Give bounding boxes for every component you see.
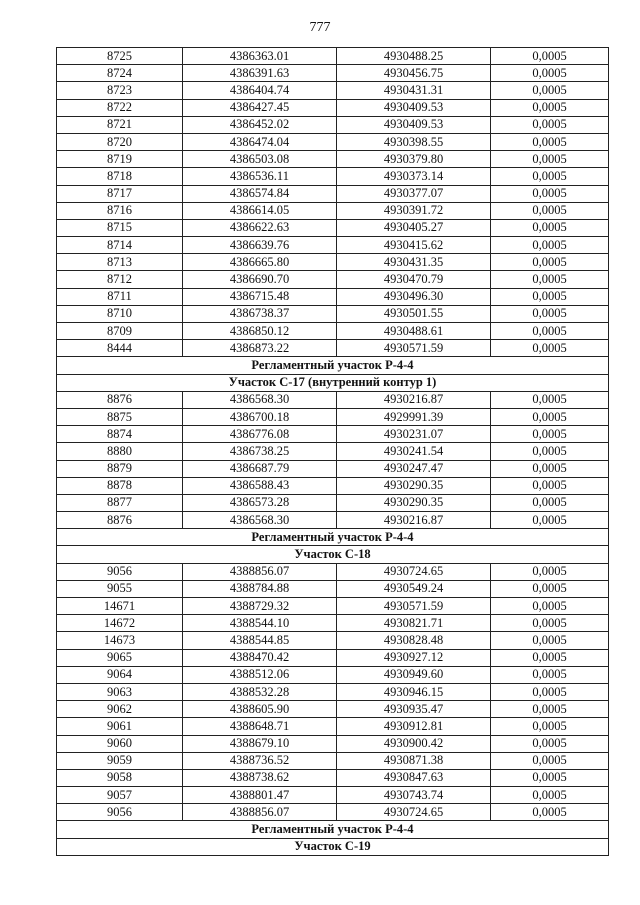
x-coordinate-cell: 4386452.02 (183, 116, 337, 133)
y-coordinate-cell: 4930379.80 (337, 151, 491, 168)
tolerance-cell: 0,0005 (491, 683, 609, 700)
tolerance-cell: 0,0005 (491, 494, 609, 511)
y-coordinate-cell: 4930409.53 (337, 99, 491, 116)
section-title: Участок С-18 (57, 546, 609, 563)
point-number-cell: 9058 (57, 769, 183, 786)
table-row (57, 598, 609, 615)
x-coordinate-cell: 4386363.01 (183, 48, 337, 65)
point-number-cell: 9063 (57, 683, 183, 700)
x-coordinate-cell: 4386536.11 (183, 168, 337, 185)
x-coordinate-cell: 4388736.52 (183, 752, 337, 769)
x-coordinate-cell: 4386588.43 (183, 477, 337, 494)
tolerance-cell: 0,0005 (491, 477, 609, 494)
table-row (57, 701, 609, 718)
x-coordinate-cell: 4386622.63 (183, 219, 337, 236)
point-number-cell: 8718 (57, 168, 183, 185)
x-coordinate-cell: 4386700.18 (183, 408, 337, 425)
table-row (57, 271, 609, 288)
y-coordinate-cell: 4930549.24 (337, 580, 491, 597)
y-coordinate-cell: 4930571.59 (337, 340, 491, 357)
y-coordinate-cell: 4930912.81 (337, 718, 491, 735)
point-number-cell: 14671 (57, 598, 183, 615)
tolerance-cell: 0,0005 (491, 340, 609, 357)
y-coordinate-cell: 4930373.14 (337, 168, 491, 185)
y-coordinate-cell: 4930241.54 (337, 443, 491, 460)
table-row (57, 391, 609, 408)
coordinates-table (56, 47, 609, 856)
section-header-row (57, 546, 609, 563)
coordinates-table-body (57, 48, 609, 856)
y-coordinate-cell: 4930431.35 (337, 254, 491, 271)
point-number-cell: 9061 (57, 718, 183, 735)
table-row (57, 219, 609, 236)
table-row (57, 408, 609, 425)
table-row (57, 580, 609, 597)
y-coordinate-cell: 4930927.12 (337, 649, 491, 666)
table-row (57, 718, 609, 735)
y-coordinate-cell: 4930377.07 (337, 185, 491, 202)
tolerance-cell: 0,0005 (491, 580, 609, 597)
tolerance-cell: 0,0005 (491, 563, 609, 580)
y-coordinate-cell: 4930290.35 (337, 477, 491, 494)
tolerance-cell: 0,0005 (491, 787, 609, 804)
point-number-cell: 8723 (57, 82, 183, 99)
tolerance-cell: 0,0005 (491, 323, 609, 340)
point-number-cell: 8878 (57, 477, 183, 494)
table-row (57, 168, 609, 185)
table-row (57, 563, 609, 580)
tolerance-cell: 0,0005 (491, 237, 609, 254)
y-coordinate-cell: 4930501.55 (337, 305, 491, 322)
point-number-cell: 8876 (57, 391, 183, 408)
point-number-cell: 8724 (57, 65, 183, 82)
table-row (57, 615, 609, 632)
x-coordinate-cell: 4388856.07 (183, 804, 337, 821)
page-number: 777 (309, 20, 331, 35)
x-coordinate-cell: 4388738.62 (183, 769, 337, 786)
point-number-cell: 8709 (57, 323, 183, 340)
tolerance-cell: 0,0005 (491, 254, 609, 271)
table-row (57, 151, 609, 168)
point-number-cell: 8714 (57, 237, 183, 254)
point-number-cell: 8715 (57, 219, 183, 236)
tolerance-cell: 0,0005 (491, 598, 609, 615)
table-row (57, 116, 609, 133)
point-number-cell: 8877 (57, 494, 183, 511)
table-row (57, 48, 609, 65)
section-header-row (57, 357, 609, 374)
x-coordinate-cell: 4386574.84 (183, 185, 337, 202)
table-row (57, 494, 609, 511)
table-row (57, 185, 609, 202)
table-row (57, 460, 609, 477)
y-coordinate-cell: 4930247.47 (337, 460, 491, 477)
x-coordinate-cell: 4386690.70 (183, 271, 337, 288)
point-number-cell: 8710 (57, 305, 183, 322)
point-number-cell: 8725 (57, 48, 183, 65)
table-row (57, 288, 609, 305)
table-row (57, 632, 609, 649)
table-row (57, 443, 609, 460)
tolerance-cell: 0,0005 (491, 219, 609, 236)
tolerance-cell: 0,0005 (491, 718, 609, 735)
point-number-cell: 8720 (57, 133, 183, 150)
x-coordinate-cell: 4386776.08 (183, 426, 337, 443)
x-coordinate-cell: 4386873.22 (183, 340, 337, 357)
tolerance-cell: 0,0005 (491, 185, 609, 202)
x-coordinate-cell: 4386568.30 (183, 391, 337, 408)
tolerance-cell: 0,0005 (491, 649, 609, 666)
section-header-row (57, 821, 609, 838)
point-number-cell: 8722 (57, 99, 183, 116)
y-coordinate-cell: 4929991.39 (337, 408, 491, 425)
section-title: Участок С-19 (57, 838, 609, 855)
x-coordinate-cell: 4386665.80 (183, 254, 337, 271)
table-row (57, 254, 609, 271)
section-header-row (57, 529, 609, 546)
tolerance-cell: 0,0005 (491, 65, 609, 82)
x-coordinate-cell: 4388512.06 (183, 666, 337, 683)
y-coordinate-cell: 4930290.35 (337, 494, 491, 511)
point-number-cell: 14673 (57, 632, 183, 649)
x-coordinate-cell: 4388729.32 (183, 598, 337, 615)
tolerance-cell: 0,0005 (491, 202, 609, 219)
point-number-cell: 9065 (57, 649, 183, 666)
x-coordinate-cell: 4386639.76 (183, 237, 337, 254)
point-number-cell: 14672 (57, 615, 183, 632)
y-coordinate-cell: 4930456.75 (337, 65, 491, 82)
point-number-cell: 8876 (57, 512, 183, 529)
x-coordinate-cell: 4388544.10 (183, 615, 337, 632)
table-row (57, 65, 609, 82)
tolerance-cell: 0,0005 (491, 82, 609, 99)
x-coordinate-cell: 4388648.71 (183, 718, 337, 735)
x-coordinate-cell: 4386850.12 (183, 323, 337, 340)
table-row (57, 202, 609, 219)
y-coordinate-cell: 4930821.71 (337, 615, 491, 632)
x-coordinate-cell: 4386503.08 (183, 151, 337, 168)
x-coordinate-cell: 4386738.37 (183, 305, 337, 322)
table-row (57, 804, 609, 821)
x-coordinate-cell: 4388532.28 (183, 683, 337, 700)
x-coordinate-cell: 4386573.28 (183, 494, 337, 511)
tolerance-cell: 0,0005 (491, 615, 609, 632)
table-row (57, 649, 609, 666)
table-row (57, 769, 609, 786)
tolerance-cell: 0,0005 (491, 426, 609, 443)
tolerance-cell: 0,0005 (491, 512, 609, 529)
table-row (57, 752, 609, 769)
y-coordinate-cell: 4930391.72 (337, 202, 491, 219)
y-coordinate-cell: 4930470.79 (337, 271, 491, 288)
y-coordinate-cell: 4930828.48 (337, 632, 491, 649)
x-coordinate-cell: 4386715.48 (183, 288, 337, 305)
tolerance-cell: 0,0005 (491, 305, 609, 322)
x-coordinate-cell: 4388544.85 (183, 632, 337, 649)
x-coordinate-cell: 4386687.79 (183, 460, 337, 477)
tolerance-cell: 0,0005 (491, 632, 609, 649)
x-coordinate-cell: 4388605.90 (183, 701, 337, 718)
tolerance-cell: 0,0005 (491, 151, 609, 168)
y-coordinate-cell: 4930571.59 (337, 598, 491, 615)
x-coordinate-cell: 4386404.74 (183, 82, 337, 99)
y-coordinate-cell: 4930488.61 (337, 323, 491, 340)
x-coordinate-cell: 4386391.63 (183, 65, 337, 82)
section-title: Регламентный участок Р-4-4 (57, 357, 609, 374)
tolerance-cell: 0,0005 (491, 288, 609, 305)
x-coordinate-cell: 4386614.05 (183, 202, 337, 219)
table-row (57, 512, 609, 529)
point-number-cell: 8717 (57, 185, 183, 202)
x-coordinate-cell: 4388784.88 (183, 580, 337, 597)
point-number-cell: 8879 (57, 460, 183, 477)
tolerance-cell: 0,0005 (491, 701, 609, 718)
y-coordinate-cell: 4930743.74 (337, 787, 491, 804)
point-number-cell: 8713 (57, 254, 183, 271)
table-row (57, 323, 609, 340)
tolerance-cell: 0,0005 (491, 133, 609, 150)
tolerance-cell: 0,0005 (491, 408, 609, 425)
section-title: Регламентный участок Р-4-4 (57, 529, 609, 546)
table-row (57, 133, 609, 150)
point-number-cell: 8721 (57, 116, 183, 133)
x-coordinate-cell: 4388856.07 (183, 563, 337, 580)
table-row (57, 666, 609, 683)
table-row (57, 340, 609, 357)
x-coordinate-cell: 4386427.45 (183, 99, 337, 116)
table-row (57, 735, 609, 752)
tolerance-cell: 0,0005 (491, 460, 609, 477)
y-coordinate-cell: 4930488.25 (337, 48, 491, 65)
table-row (57, 82, 609, 99)
point-number-cell: 9060 (57, 735, 183, 752)
point-number-cell: 9055 (57, 580, 183, 597)
x-coordinate-cell: 4386568.30 (183, 512, 337, 529)
tolerance-cell: 0,0005 (491, 666, 609, 683)
y-coordinate-cell: 4930415.62 (337, 237, 491, 254)
section-title: Регламентный участок Р-4-4 (57, 821, 609, 838)
y-coordinate-cell: 4930847.63 (337, 769, 491, 786)
y-coordinate-cell: 4930935.47 (337, 701, 491, 718)
point-number-cell: 8874 (57, 426, 183, 443)
tolerance-cell: 0,0005 (491, 804, 609, 821)
x-coordinate-cell: 4386474.04 (183, 133, 337, 150)
table-row (57, 787, 609, 804)
point-number-cell: 9064 (57, 666, 183, 683)
tolerance-cell: 0,0005 (491, 99, 609, 116)
point-number-cell: 9056 (57, 804, 183, 821)
table-row (57, 237, 609, 254)
y-coordinate-cell: 4930409.53 (337, 116, 491, 133)
table-row (57, 99, 609, 116)
table-row (57, 305, 609, 322)
y-coordinate-cell: 4930231.07 (337, 426, 491, 443)
point-number-cell: 8880 (57, 443, 183, 460)
section-title: Участок С-17 (внутренний контур 1) (57, 374, 609, 391)
y-coordinate-cell: 4930405.27 (337, 219, 491, 236)
table-row (57, 477, 609, 494)
y-coordinate-cell: 4930216.87 (337, 512, 491, 529)
tolerance-cell: 0,0005 (491, 735, 609, 752)
y-coordinate-cell: 4930724.65 (337, 804, 491, 821)
y-coordinate-cell: 4930724.65 (337, 563, 491, 580)
point-number-cell: 9059 (57, 752, 183, 769)
y-coordinate-cell: 4930946.15 (337, 683, 491, 700)
y-coordinate-cell: 4930949.60 (337, 666, 491, 683)
tolerance-cell: 0,0005 (491, 391, 609, 408)
section-header-row (57, 838, 609, 855)
y-coordinate-cell: 4930398.55 (337, 133, 491, 150)
point-number-cell: 8719 (57, 151, 183, 168)
point-number-cell: 8716 (57, 202, 183, 219)
table-row (57, 426, 609, 443)
y-coordinate-cell: 4930431.31 (337, 82, 491, 99)
x-coordinate-cell: 4388801.47 (183, 787, 337, 804)
tolerance-cell: 0,0005 (491, 168, 609, 185)
x-coordinate-cell: 4388470.42 (183, 649, 337, 666)
point-number-cell: 9062 (57, 701, 183, 718)
y-coordinate-cell: 4930496.30 (337, 288, 491, 305)
point-number-cell: 8711 (57, 288, 183, 305)
point-number-cell: 8875 (57, 408, 183, 425)
y-coordinate-cell: 4930900.42 (337, 735, 491, 752)
point-number-cell: 9056 (57, 563, 183, 580)
point-number-cell: 8444 (57, 340, 183, 357)
x-coordinate-cell: 4386738.25 (183, 443, 337, 460)
tolerance-cell: 0,0005 (491, 48, 609, 65)
tolerance-cell: 0,0005 (491, 271, 609, 288)
y-coordinate-cell: 4930216.87 (337, 391, 491, 408)
tolerance-cell: 0,0005 (491, 769, 609, 786)
x-coordinate-cell: 4388679.10 (183, 735, 337, 752)
tolerance-cell: 0,0005 (491, 752, 609, 769)
point-number-cell: 8712 (57, 271, 183, 288)
table-row (57, 683, 609, 700)
point-number-cell: 9057 (57, 787, 183, 804)
tolerance-cell: 0,0005 (491, 116, 609, 133)
section-header-row (57, 374, 609, 391)
tolerance-cell: 0,0005 (491, 443, 609, 460)
y-coordinate-cell: 4930871.38 (337, 752, 491, 769)
